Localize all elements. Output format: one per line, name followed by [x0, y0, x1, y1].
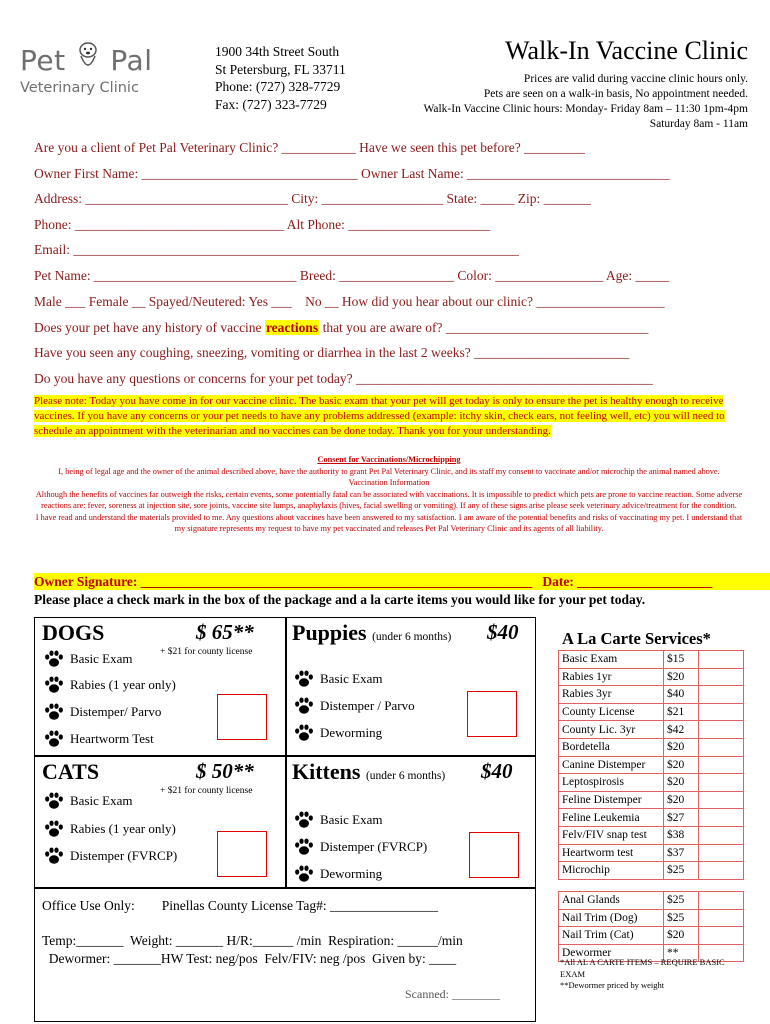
alacarte-item-price: $42	[664, 721, 699, 739]
vaccine-clinic-note	[34, 394, 744, 439]
item-label: Heartworm Test	[70, 731, 154, 746]
alacarte-item-name: Nail Trim (Cat)	[559, 927, 664, 945]
item-label: Distemper/ Parvo	[70, 704, 162, 719]
alacarte-item-checkbox[interactable]	[699, 844, 744, 862]
paw-icon	[294, 838, 314, 856]
alacarte-item-price: $20	[664, 774, 699, 792]
alacarte-item-price: $20	[664, 668, 699, 686]
alacarte-item-name: Microchip	[559, 862, 664, 880]
alacarte-item-checkbox[interactable]	[699, 668, 744, 686]
alacarte-item-checkbox[interactable]	[699, 826, 744, 844]
puppies-age-note: (under 6 months)	[372, 631, 452, 643]
puppies-package-title	[292, 620, 451, 646]
item-label: Rabies (1 year only)	[70, 677, 176, 692]
puppies-item	[294, 697, 415, 715]
dogs-item	[44, 730, 154, 748]
cats-item	[44, 820, 176, 838]
alacarte-item-checkbox[interactable]	[699, 738, 744, 756]
puppies-checkbox[interactable]	[467, 691, 517, 737]
kittens-name: Kittens	[292, 759, 361, 784]
alacarte-notes	[560, 957, 750, 992]
reaction-q-rest: that you are aware of? ______________________________	[319, 320, 649, 335]
alacarte-item-checkbox[interactable]	[699, 809, 744, 827]
alacarte-item-price: $20	[664, 738, 699, 756]
office-use-line1[interactable]: Office Use Only: Pinellas County License Tag#: ________________	[42, 898, 439, 913]
alacarte-item-name: Rabies 1yr	[559, 668, 664, 686]
address-line1: 1900 34th Street South	[215, 44, 340, 59]
item-label: Basic Exam	[320, 671, 383, 686]
alacarte-item-name: Nail Trim (Dog)	[559, 909, 664, 927]
alacarte-item-price: $25	[664, 909, 699, 927]
phone-text: Phone: (727) 328-7729	[215, 79, 341, 94]
alacarte-item-price: $40	[664, 686, 699, 704]
info-line3: Walk-In Vaccine Clinic hours: Monday- Friday 8am – 11:30 1pm-4pm	[423, 103, 748, 115]
alacarte-item-name: Leptospirosis	[559, 774, 664, 792]
alacarte-item-price: $38	[664, 826, 699, 844]
logo-wordmark	[20, 40, 152, 77]
cats-package-price: $ 50**	[196, 759, 254, 783]
alacarte-item-price: $37	[664, 844, 699, 862]
alacarte-item-checkbox[interactable]	[699, 774, 744, 792]
kittens-item	[294, 838, 427, 856]
puppies-item	[294, 724, 382, 742]
logo-pet-text: Pet	[20, 44, 66, 77]
alacarte-row	[559, 703, 744, 721]
packages-divider-1	[34, 755, 536, 757]
kittens-age-note: (under 6 months)	[365, 770, 446, 782]
dogs-license-note: + $21 for county license	[160, 647, 253, 657]
vaccine-reaction-question[interactable]	[34, 320, 648, 336]
cats-license-note: + $21 for county license	[160, 786, 253, 796]
dogs-item	[44, 650, 132, 668]
alacarte-row	[559, 862, 744, 880]
alacarte-row	[559, 721, 744, 739]
pet-sex-field[interactable]: Male ___ Female __ Spayed/Neutered: Yes ___ No __ How did you hear about our clinic? ___________________	[34, 294, 665, 309]
item-label: Basic Exam	[70, 651, 133, 666]
packages-divider-2	[34, 887, 536, 889]
alacarte-item-name: Basic Exam	[559, 651, 664, 669]
scanned-field[interactable]: Scanned: ________	[405, 987, 500, 1001]
alacarte-row	[559, 668, 744, 686]
info-line2: Pets are seen on a walk-in basis, No appointment needed.	[483, 88, 748, 100]
package-instructions: Please place a check mark in the box of the package and a la carte items you would like for your pet today.	[34, 592, 646, 607]
paw-icon	[294, 697, 314, 715]
cats-checkbox[interactable]	[217, 831, 267, 877]
alacarte-item-checkbox[interactable]	[699, 721, 744, 739]
alacarte-row	[559, 826, 744, 844]
alacarte-item-name: Rabies 3yr	[559, 686, 664, 704]
client-question[interactable]: Are you a client of Pet Pal Veterinary Clinic? ___________ Have we seen this pet before? _________	[34, 140, 585, 155]
alacarte-row	[559, 927, 744, 945]
owner-signature-field[interactable]: Owner Signature: __________________________________________________________ Date: ____________________	[34, 573, 770, 590]
alacarte-row	[559, 686, 744, 704]
cats-item	[44, 792, 132, 810]
page-title: Walk-In Vaccine Clinic	[505, 36, 748, 65]
office-use-line2[interactable]: Temp:_______ Weight: _______ H/R:______ /min Respiration: ______/min	[42, 933, 463, 948]
clinic-logo	[20, 36, 170, 104]
item-label: Distemper (FVRCP)	[70, 848, 178, 863]
alacarte-item-name: Feline Distemper	[559, 791, 664, 809]
alacarte-item-price: $20	[664, 927, 699, 945]
fax-text: Fax: (727) 323-7729	[215, 96, 327, 112]
dogs-item	[44, 703, 161, 721]
consent-p2: Vaccination Information	[348, 478, 430, 487]
paw-icon	[44, 847, 64, 865]
paw-icon	[44, 820, 64, 838]
alacarte-table	[558, 650, 744, 880]
paw-icon	[294, 670, 314, 688]
alacarte-row	[559, 756, 744, 774]
item-label: Deworming	[320, 725, 383, 740]
consent-p1: I, being of legal age and the owner of the animal described above, have the authority to grant Pet Pal Veterinary Clinic, and its staff my consent to vaccinate and/or microchip the animal named above.	[58, 466, 720, 476]
clinic-address	[215, 43, 346, 113]
alacarte-item-name: Anal Glands	[559, 892, 664, 910]
owner-name-field[interactable]: Owner First Name: ________________________________ Owner Last Name: ______________________________	[34, 166, 670, 181]
puppies-package-price: $40	[487, 620, 519, 644]
alacarte-item-name: County License	[559, 703, 664, 721]
consent-section	[34, 454, 744, 535]
note-text: Please note: Today you have come in for our vaccine clinic. The basic exam that your pet will get today is only to ensure the pet is healthy enough to receive vaccines. If you have any concerns or your pet needs to have any problems addressed (example: itchy skin, check ears, not feeling well, etc) you will need to schedule an appointment with the veterinarian and no vaccines can be done today. Thank you for your understanding.	[34, 395, 725, 437]
logo-pal-text: Pal	[110, 44, 153, 77]
alacarte-item-checkbox[interactable]	[699, 892, 744, 910]
paw-icon	[44, 650, 64, 668]
paw-icon	[44, 703, 64, 721]
cats-package-title: CATS	[42, 759, 100, 784]
dogs-package-price: $ 65**	[196, 620, 254, 644]
alacarte-row	[559, 651, 744, 669]
alacarte-item-checkbox[interactable]	[699, 686, 744, 704]
alacarte-item-price: **	[664, 944, 699, 962]
alacarte-item-price: $21	[664, 703, 699, 721]
alacarte-row	[559, 844, 744, 862]
alacarte-item-price: $20	[664, 756, 699, 774]
alacarte-item-name: Heartworm test	[559, 844, 664, 862]
symptoms-question[interactable]: Have you seen any coughing, sneezing, vomiting or diarrhea in the last 2 weeks? _______________________	[34, 345, 630, 360]
item-label: Rabies (1 year only)	[70, 821, 176, 836]
alacarte-item-checkbox[interactable]	[699, 791, 744, 809]
concerns-question[interactable]: Do you have any questions or concerns for your pet today? ____________________________________________	[34, 371, 654, 386]
reaction-q-text: Does your pet have any history of vaccine	[34, 320, 265, 335]
alacarte-table-extra	[558, 891, 744, 962]
alacarte-row	[559, 791, 744, 809]
info-line1: Prices are valid during vaccine clinic hours only.	[523, 73, 748, 85]
kittens-item	[294, 865, 382, 883]
alacarte-item-checkbox[interactable]	[699, 909, 744, 927]
kittens-package-title	[292, 759, 445, 785]
address-line2: St Petersburg, FL 33711	[215, 61, 346, 77]
office-use-line3[interactable]: Dewormer: _______HW Test: neg/pos Felv/FIV: neg /pos Given by: ____	[42, 951, 457, 966]
consent-title: Consent for Vaccinations/Microchipping	[317, 455, 461, 464]
alacarte-item-checkbox[interactable]	[699, 862, 744, 880]
puppies-name: Puppies	[292, 620, 367, 645]
alacarte-item-name: Dewormer	[559, 944, 664, 962]
alacarte-item-price: $20	[664, 791, 699, 809]
dogs-package-title: DOGS	[42, 620, 105, 645]
kittens-checkbox[interactable]	[469, 832, 519, 878]
item-label: Deworming	[320, 866, 383, 881]
puppies-item	[294, 670, 382, 688]
alacarte-row	[559, 738, 744, 756]
item-label: Distemper / Parvo	[320, 698, 415, 713]
clinic-hours-info	[423, 72, 748, 132]
consent-p3: Although the benefits of vaccines far outweigh the risks, certain events, some potentially fatal can be associated with vaccinations. It is impossible to predict which pets are prone to vaccine reaction. Some adverse reactions are: fever, soreness at injection site, sore joints, vaccine site lumps, anaphylaxis (hives, facial swelling or vomiting). If any of these signs arise please seek veterinary advice/treatment for the condition.	[35, 489, 743, 510]
cats-item	[44, 847, 177, 865]
alacarte-title: A La Carte Services*	[562, 629, 711, 648]
alacarte-item-checkbox[interactable]	[699, 756, 744, 774]
alacarte-note2: **Dewormer priced by weight	[560, 980, 665, 990]
dogs-item	[44, 676, 176, 694]
alacarte-item-name: Felv/FIV snap test	[559, 826, 664, 844]
alacarte-item-price: $15	[664, 651, 699, 669]
email-field[interactable]: Email: __________________________________________________________________	[34, 242, 519, 257]
logo-subtitle: Veterinary Clinic	[20, 80, 139, 96]
alacarte-item-checkbox[interactable]	[699, 703, 744, 721]
pet-info-field[interactable]: Pet Name: ______________________________ Breed: _________________ Color: ________________ Age: _____	[34, 268, 670, 283]
alacarte-item-name: Canine Distemper	[559, 756, 664, 774]
alacarte-item-checkbox[interactable]	[699, 927, 744, 945]
paw-icon	[294, 724, 314, 742]
packages-divider-vertical	[285, 617, 287, 887]
paw-icon	[44, 730, 64, 748]
paw-icon	[294, 811, 314, 829]
info-line4: Saturday 8am - 11am	[649, 118, 748, 130]
kittens-package-price: $40	[481, 759, 513, 783]
paw-icon	[294, 865, 314, 883]
item-label: Basic Exam	[70, 793, 133, 808]
alacarte-item-name: County Lic. 3yr	[559, 721, 664, 739]
alacarte-item-price: $27	[664, 809, 699, 827]
paw-icon	[44, 792, 64, 810]
alacarte-item-price: $25	[664, 892, 699, 910]
kittens-item	[294, 811, 382, 829]
alacarte-row	[559, 892, 744, 910]
dogs-checkbox[interactable]	[217, 694, 267, 740]
reactions-highlight: reactions	[265, 320, 319, 335]
alacarte-row	[559, 809, 744, 827]
item-label: Distemper (FVRCP)	[320, 839, 428, 854]
consent-p4: I have read and understand the materials provided to me. Any questions about vaccines have been answered to my satisfaction. I am aware of the potential benefits and risks of vaccinating my pet. I understand that my signature represents my request to have my pet vaccinated and releases Pet Pal Veterinary Clinic and its agents of all liability.	[35, 512, 743, 533]
paw-icon	[44, 676, 64, 694]
alacarte-item-name: Feline Leukemia	[559, 809, 664, 827]
dog-mascot-icon	[75, 40, 101, 74]
alacarte-row	[559, 909, 744, 927]
alacarte-note1: *All AL A CARTE ITEMS – REQUIRE BASIC EXAM	[560, 957, 725, 979]
address-field[interactable]: Address: ______________________________ City: __________________ State: _____ Zip: _______	[34, 191, 591, 206]
alacarte-item-name: Bordetella	[559, 738, 664, 756]
alacarte-row	[559, 774, 744, 792]
phone-field[interactable]: Phone: _______________________________ Alt Phone: _____________________	[34, 217, 491, 232]
item-label: Basic Exam	[320, 812, 383, 827]
alacarte-item-checkbox[interactable]	[699, 651, 744, 669]
alacarte-item-price: $25	[664, 862, 699, 880]
